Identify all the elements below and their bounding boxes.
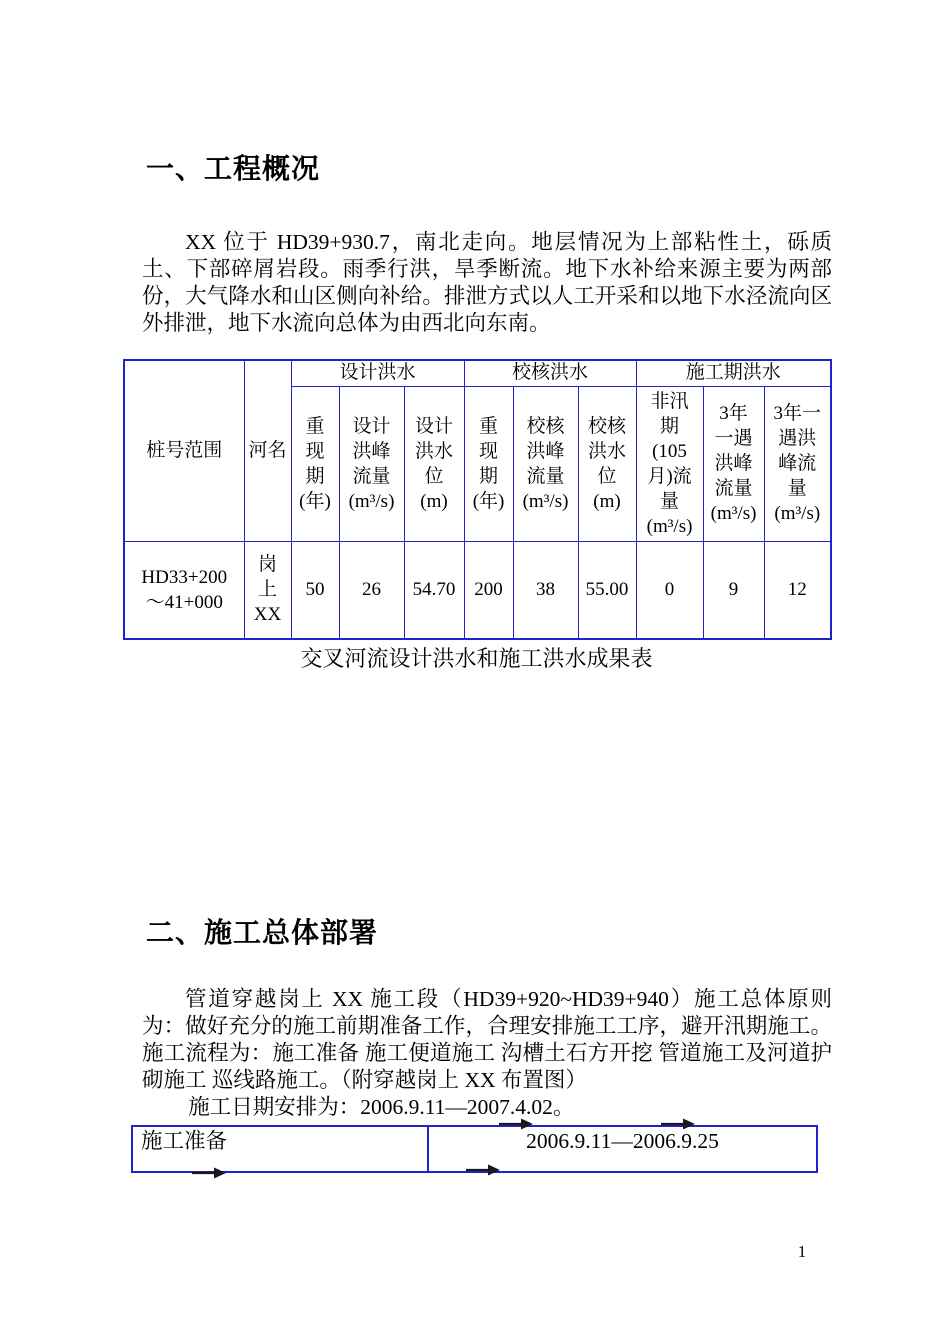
table-caption: 交叉河流设计洪水和施工洪水成果表 <box>300 646 653 671</box>
flood-results-table <box>123 359 832 640</box>
table-header-range: 桩号范围 <box>124 360 244 541</box>
table-cell: 54.70 <box>404 541 464 639</box>
table-subheader: 校核洪峰流量(m³/s) <box>513 386 578 541</box>
flow-arrow-icon <box>499 1118 533 1130</box>
table-cell: 26 <box>339 541 404 639</box>
flow-arrow-icon <box>661 1118 695 1130</box>
table-group-check-flood: 校核洪水 <box>464 360 636 386</box>
table-subheader: 非汛期(105月)流量(m³/s) <box>636 386 703 541</box>
table-cell: 0 <box>636 541 703 639</box>
table-cell: 55.00 <box>578 541 636 639</box>
flow-arrow-icon <box>192 1167 226 1179</box>
table-header-river: 河名 <box>244 360 291 541</box>
table-cell: 12 <box>764 541 831 639</box>
table-cell: 200 <box>464 541 513 639</box>
table-subheader: 设计洪峰流量(m³/s) <box>339 386 404 541</box>
page-number: 1 <box>797 1242 807 1261</box>
table-subheader: 重现期(年) <box>291 386 339 541</box>
table-cell: 38 <box>513 541 578 639</box>
table-subheader: 设计洪水位(m) <box>404 386 464 541</box>
table-cell-range: HD33+200～41+000 <box>124 541 244 639</box>
schedule-task-cell: 施工准备 <box>133 1127 429 1171</box>
construction-date-line: 施工日期安排为：2006.9.11—2007.4.02。 <box>188 1095 575 1119</box>
section2-body-text: 管道穿越岗上 XX 施工段（HD39+920~HD39+940）施工总体原则为：做好充分的施工前期准备工作，合理安排施工工序，避开汛期施工。施工流程为：施工准备 施工便道施工 沟槽土石方开挖 管道施工及河道护砌施工 巡线路施工。（附穿越岗上 XX 布置图） <box>142 987 832 1092</box>
table-cell: 50 <box>291 541 339 639</box>
table-cell: 9 <box>703 541 764 639</box>
table-subheader: 重现期(年) <box>464 386 513 541</box>
table-group-design-flood: 设计洪水 <box>291 360 464 386</box>
table-cell-river: 岗上XX <box>244 541 291 639</box>
schedule-period-cell: 2006.9.11—2006.9.25 <box>526 1129 719 1153</box>
table-subheader: 3年一遇洪峰流量(m³/s) <box>764 386 831 541</box>
section-heading-2: 二、施工总体部署 <box>146 917 379 948</box>
flow-arrow-icon <box>466 1164 500 1176</box>
section2-paragraph-block <box>142 986 832 1121</box>
section-heading-1: 一、工程概况 <box>146 153 321 184</box>
table-group-construction-flood: 施工期洪水 <box>636 360 831 386</box>
table-subheader: 3年一遇洪峰流量(m³/s) <box>703 386 764 541</box>
section1-paragraph: XX 位于 HD39+930.7，南北走向。地层情况为上部粘性土，砾质土、下部碎屑岩段。雨季行洪，旱季断流。地下水补给来源主要为两部份，大气降水和山区侧向补给。排泄方式以人工开采和以地下水泾流向区外排泄，地下水流向总体为由西北向东南。 <box>142 230 832 335</box>
table-subheader: 校核洪水位(m) <box>578 386 636 541</box>
